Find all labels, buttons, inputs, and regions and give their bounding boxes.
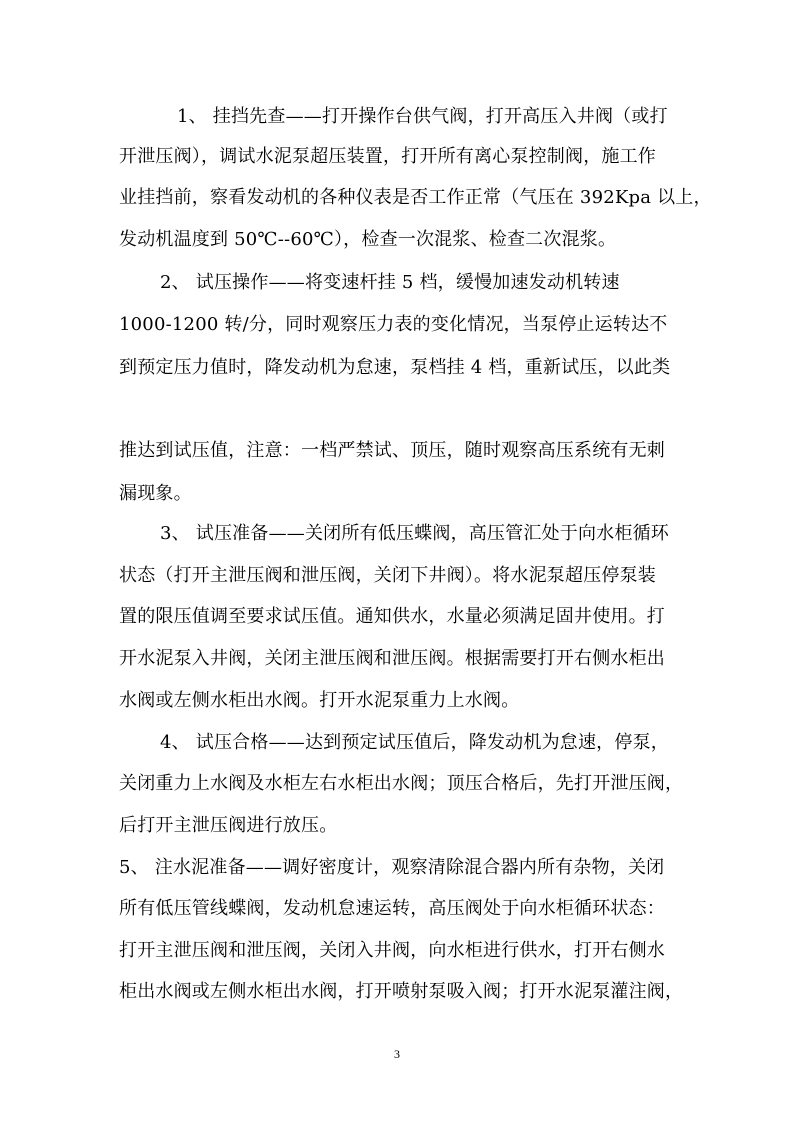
paragraph-2-line-4: 推达到试压值，注意：一档严禁试、顶压，随时观察高压系统有无刺 [119, 440, 665, 461]
paragraph-2-line-3: 到预定压力值时，降发动机为怠速，泵档挂 4 档，重新试压，以此类 [119, 357, 671, 378]
paragraph-5-line-2: 所有低压管线蝶阀，发动机怠速运转，高压阀处于向水柜循环状态： [119, 898, 665, 919]
paragraph-2-line-1: 2、 试压操作——将变速杆挂 5 档，缓慢加速发动机转速 [160, 272, 620, 293]
paragraph-3-line-4: 开水泥泵入井阀，关闭主泄压阀和泄压阀。根据需要打开右侧水柜出 [119, 648, 665, 669]
paragraph-3-line-3: 置的限压值调至要求试压值。通知供水，水量必须满足固井使用。打 [119, 606, 665, 627]
paragraph-1-line-3: 业挂挡前，察看发动机的各种仪表是否工作正常（气压在 392Kpa 以上， [119, 187, 712, 208]
paragraph-5-line-4: 柜出水阀或左侧水柜出水阀，打开喷射泵吸入阀；打开水泥泵灌注阀， [119, 981, 684, 1002]
paragraph-4-line-1: 4、 试压合格——达到预定试压值后，降发动机为怠速，停泵， [160, 732, 669, 753]
paragraph-2-line-2: 1000-1200 转/分，同时观察压力表的变化情况，当泵停止运转达不 [119, 314, 668, 335]
paragraph-5-line-3: 打开主泄压阀和泄压阀，关闭入井阀，向水柜进行供水，打开右侧水 [119, 940, 665, 961]
paragraph-3-line-5: 水阀或左侧水柜出水阀。打开水泥泵重力上水阀。 [119, 690, 520, 711]
paragraph-4-line-2: 关闭重力上水阀及水柜左右水柜出水阀；顶压合格后，先打开泄压阀， [119, 773, 684, 794]
page-number: 3 [394, 1047, 400, 1061]
paragraph-3-line-2: 状态（打开主泄压阀和泄压阀，关闭下井阀）。将水泥泵超压停泵装 [119, 565, 656, 586]
paragraph-1-line-2: 开泄压阀），调试水泥泵超压装置，打开所有离心泵控制阀，施工作 [119, 146, 656, 167]
paragraph-4-line-3: 后打开主泄压阀进行放压。 [119, 815, 338, 836]
paragraph-1-line-4: 发动机温度到 50℃--60℃），检查一次混浆、检查二次混浆。 [119, 229, 617, 250]
paragraph-3-line-1: 3、 试压准备——关闭所有低压蝶阀，高压管汇处于向水柜循环 [160, 523, 669, 544]
paragraph-5-line-1: 5、 注水泥准备——调好密度计，观察清除混合器内所有杂物，关闭 [119, 857, 665, 878]
paragraph-1-line-1: 1、 挂挡先查——打开操作台供气阀，打开高压入井阀（或打 [177, 106, 668, 127]
paragraph-2-line-5: 漏现象。 [119, 483, 192, 504]
